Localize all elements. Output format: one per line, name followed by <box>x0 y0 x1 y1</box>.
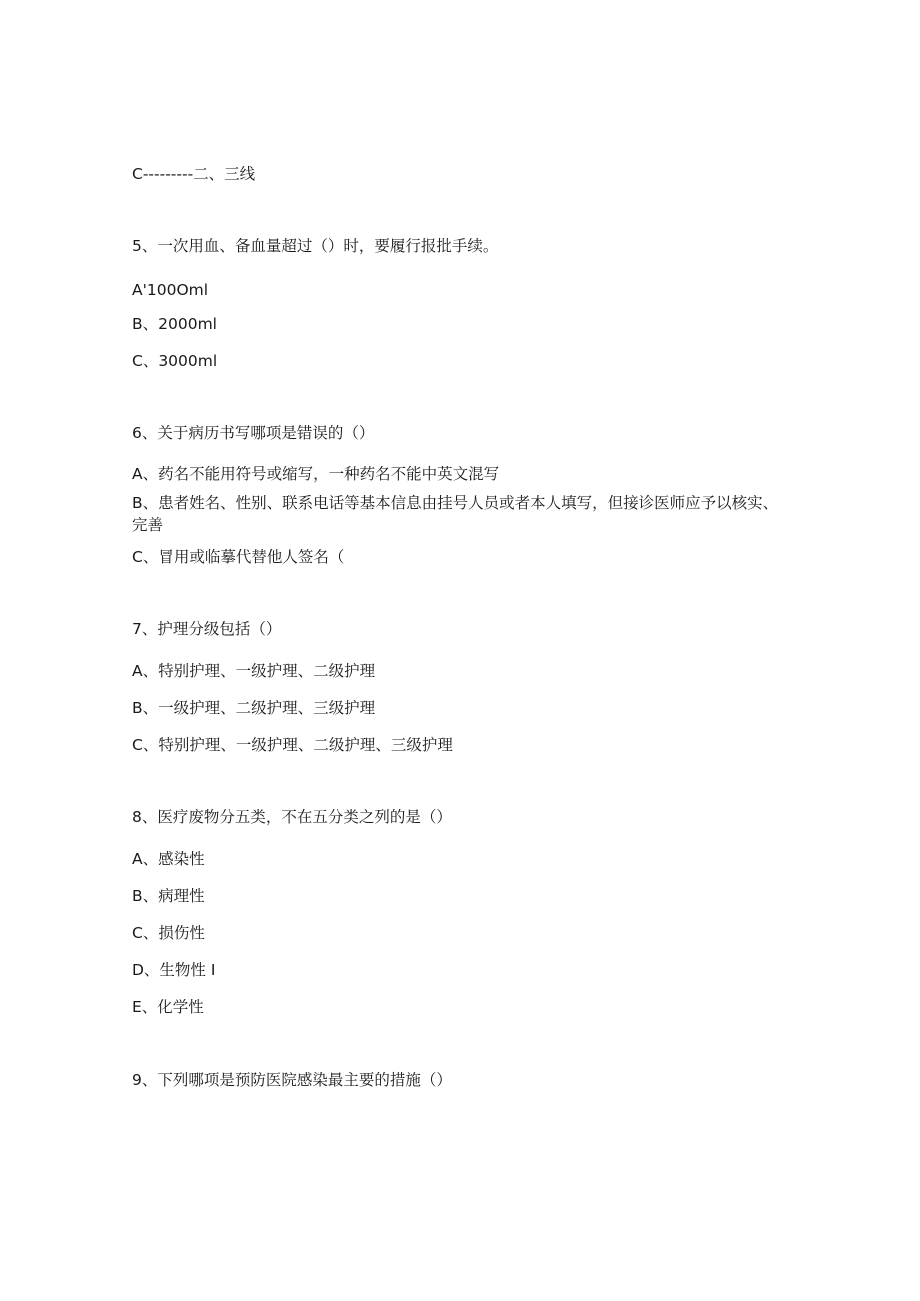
option-d-q8: D、生物性 I <box>132 961 216 979</box>
option-b-q7: B、一级护理、二级护理、三级护理 <box>132 699 376 717</box>
question-5: 5、一次用血、备血量超过（）时，要履行报批手续。 <box>132 237 499 255</box>
option-c-q6: C、冒用或临摹代替他人签名（ <box>132 548 345 566</box>
option-a-q7: A、特别护理、一级护理、二级护理 <box>132 662 376 680</box>
option-c-q7: C、特别护理、一级护理、二级护理、三级护理 <box>132 736 453 754</box>
option-b-q8: B、病理性 <box>132 887 205 905</box>
option-a-q8: A、感染性 <box>132 850 205 868</box>
option-b-q5: B、2000ml <box>132 315 217 333</box>
option-c-q8: C、损伤性 <box>132 924 205 942</box>
question-8: 8、医疗废物分五类，不在五分类之列的是（） <box>132 808 452 826</box>
option-c-q4: C---------二、三线 <box>132 165 256 183</box>
option-b-q6: B、患者姓名、性别、联系电话等基本信息由挂号人员或者本人填写，但接诊医师应予以核实、完善 <box>132 494 779 534</box>
option-a-q5: A'100Oml <box>132 281 209 299</box>
question-6: 6、关于病历书写哪项是错误的（） <box>132 424 375 442</box>
option-a-q6: A、药名不能用符号或缩写，一种药名不能中英文混写 <box>132 465 500 483</box>
option-e-q8: E、化学性 <box>132 998 204 1016</box>
question-9: 9、下列哪项是预防医院感染最主要的措施（） <box>132 1071 452 1089</box>
option-c-q5: C、3000ml <box>132 352 218 370</box>
question-7: 7、护理分级包括（） <box>132 620 282 638</box>
